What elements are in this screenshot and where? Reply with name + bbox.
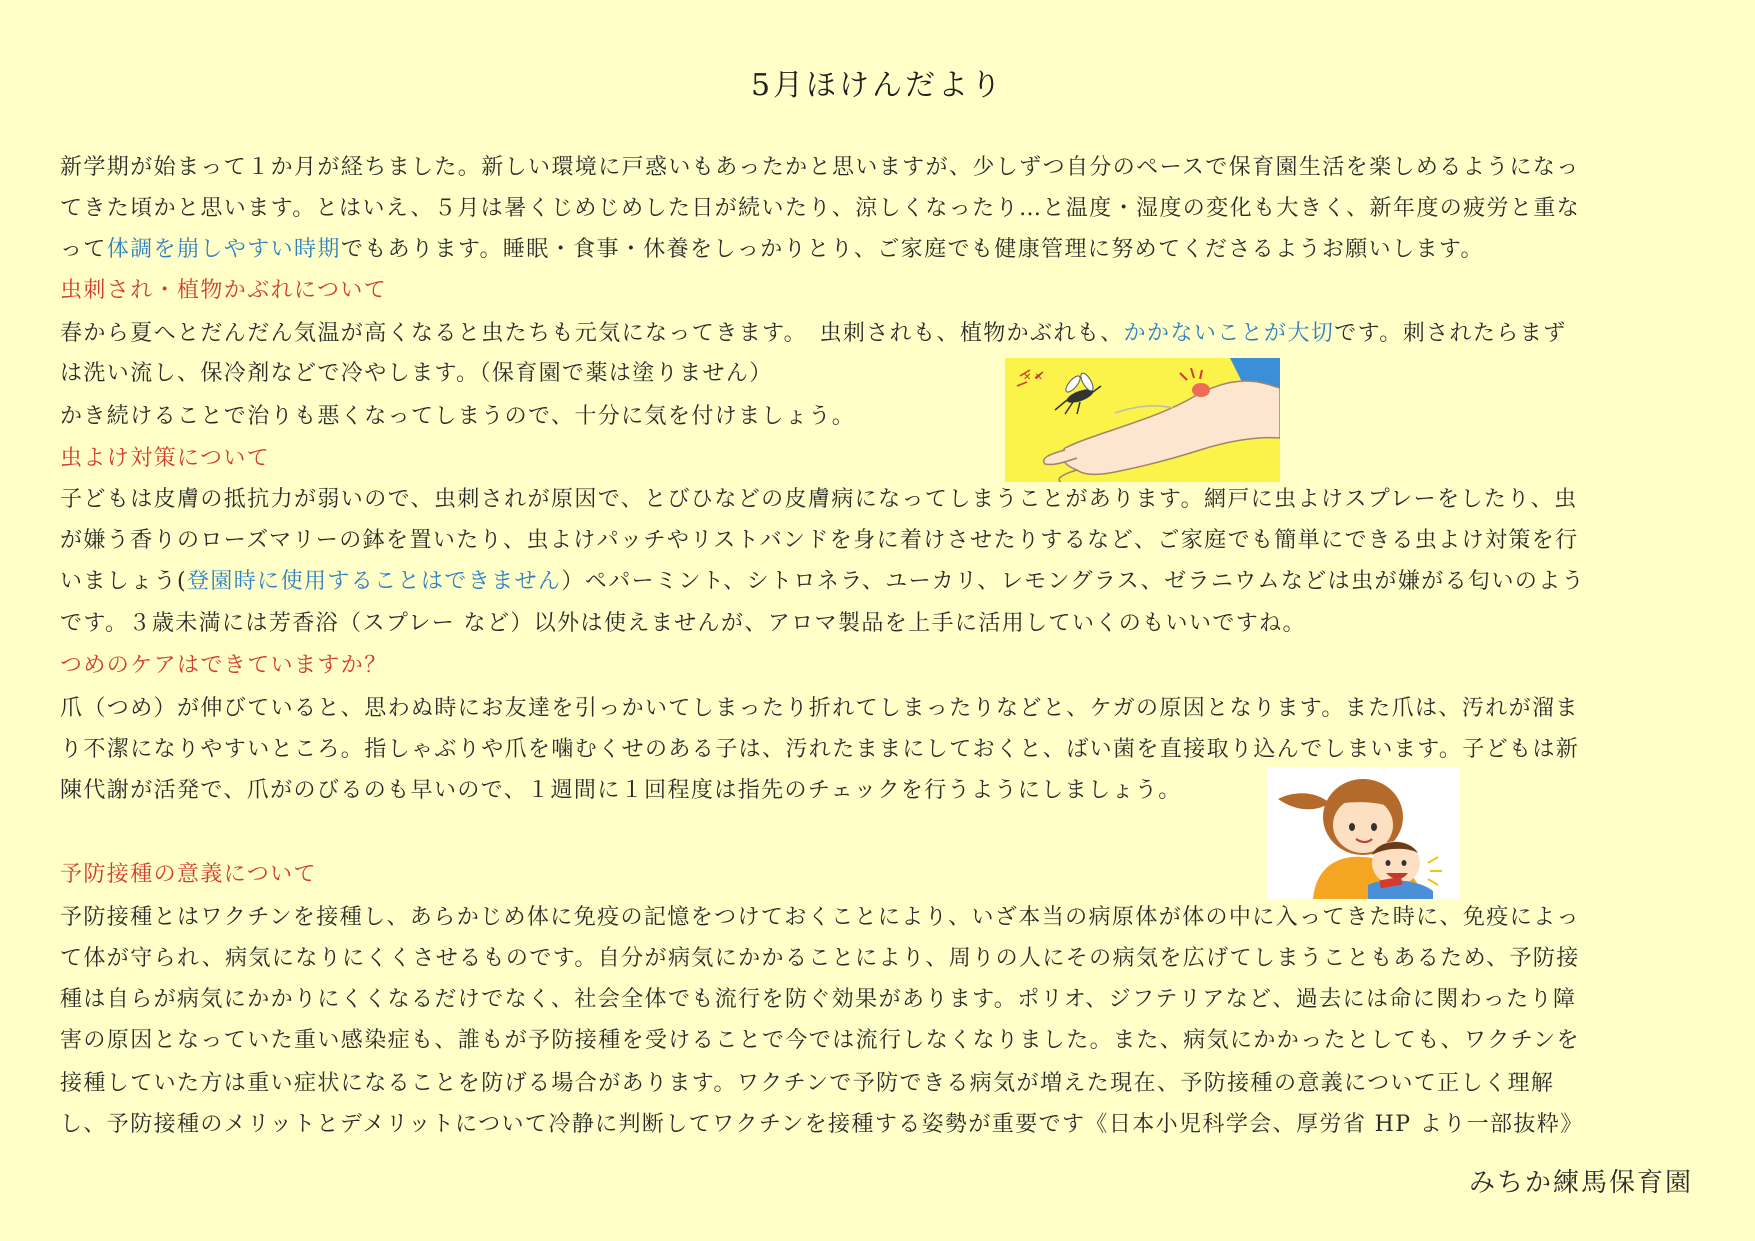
repellent-highlight: 登園時に使用することはできません (186, 569, 562, 594)
repellent-line-3-end: ）ペパーミント、シトロネラ、ユーカリ、レモングラス、ゼラニウムなどは虫が嫌がる匂いのよう (561, 569, 1586, 594)
vaccine-line-3: 種は自らが病気にかかりにくくなるだけでなく、社会全体でも流行を防ぐ効果があります。ポリオ、ジフテリアなど、過去には命に関わったり障 (60, 987, 1577, 1012)
intro-highlight: 体調を崩しやすい時期 (106, 237, 341, 262)
repellent-line-4: です。３歳未満には芳香浴（スプレー など）以外は使えませんが、アロマ製品を上手に活用していくのもいいですね。 (60, 611, 1306, 636)
mosquito-bite-illustration (1005, 358, 1280, 482)
nail-line-3: 陳代謝が活発で、爪がのびるのも早いので、１週間に１回程度は指先のチェックを行うようにしましょう。 (60, 778, 1182, 803)
repellent-line-1: 子どもは皮膚の抵抗力が弱いので、虫刺されが原因で、とびひなどの皮膚病になってしまうことがあります。網戸に虫よけスプレーをしたり、虫 (60, 487, 1578, 512)
vaccine-line-1: 予防接種とはワクチンを接種し、あらかじめ体に免疫の記憶をつけておくことにより、いざ本当の病原体が体の中に入ってきた時に、免疫によっ (60, 905, 1580, 930)
svg-text:✕ ✕: ✕ ✕ (1023, 372, 1043, 383)
insect-line-3: かき続けることで治りも悪くなってしまうので、十分に気を付けましょう。 (60, 404, 856, 429)
parent-child-nail-care-illustration (1268, 767, 1460, 899)
insect-highlight: かかないことが大切 (1123, 321, 1335, 346)
vaccine-line-2: て体が守られ、病気になりにくくさせるものです。自分が病気にかかることにより、周りの人にその病気を広げてしまうこともあるため、予防接 (60, 946, 1580, 971)
insect-line-1 (60, 318, 1567, 350)
intro-line-1: 新学期が始まって１か月が経ちました。新しい環境に戸惑いもあったかと思いますが、少しずつ自分のペースで保育園生活を楽しめるようになっ (60, 155, 1580, 180)
nail-care-drawing (1268, 767, 1460, 899)
intro-line-3 (60, 234, 1484, 266)
mosquito-bite-drawing (1005, 358, 1280, 482)
intro-line-2: てきた頃かと思います。とはいえ、５月は暑くじめじめした日が続いたり、涼しくなったり…と温度・湿度の変化も大きく、新年度の疲労と重な (60, 196, 1581, 221)
repellent-line-3-start: いましょう( (60, 569, 187, 594)
repellent-line-3 (60, 566, 1585, 598)
intro-line-3-start: って (60, 237, 107, 262)
intro-line-3-end: でもあります。睡眠・食事・休養をしっかりとり、ご家庭でも健康管理に努めてくださるようお願いします。 (340, 237, 1484, 262)
repellent-line-2: が嫌う香りのローズマリーの鉢を置いたり、虫よけパッチやリストバンドを身に着けさせたりするなど、ご家庭でも簡単にできる虫よけ対策を行 (60, 528, 1579, 553)
vaccine-line-6: し、予防接種のメリットとデメリットについて冷静に判断してワクチンを接種する姿勢が重要です《日本小児科学会、厚労省 HP より一部抜粋》 (60, 1112, 1584, 1137)
heading-vaccination: 予防接種の意義について (60, 862, 317, 887)
insect-line-1-start: 春から夏へとだんだん気温が高くなると虫たちも元気になってきます。 虫刺されも、植物かぶれも、 (60, 321, 1124, 346)
heading-insect-bites: 虫刺され・植物かぶれについて (60, 278, 388, 303)
insect-line-1-end: です。刺されたらまず (1334, 321, 1567, 346)
nail-line-2: り不潔になりやすいところ。指しゃぶりや爪を噛むくせのある子は、汚れたままにしておくと、ばい菌を直接取り込んでしまいます。子どもは新 (60, 737, 1580, 762)
insect-line-2: は洗い流し、保冷剤などで冷やします。（保育園で薬は塗りません） (60, 361, 773, 386)
nail-line-1: 爪（つめ）が伸びていると、思わぬ時にお友達を引っかいてしまったり折れてしまったりなどと、ケガの原因となります。また爪は、汚れが溜ま (60, 696, 1579, 721)
page-title: 5月ほけんだより (750, 68, 1005, 103)
heading-insect-repellent: 虫よけ対策について (60, 446, 271, 471)
nursery-signature: みちか練馬保育園 (1468, 1168, 1693, 1198)
heading-nail-care: つめのケアはできていますか？ (60, 653, 388, 678)
vaccine-line-4: 害の原因となっていた重い感染症も、誰もが予防接種を受けることで今では流行しなくなりました。また、病気にかかったとしても、ワクチンを (60, 1028, 1580, 1053)
vaccine-line-5: 接種していた方は重い症状になることを防げる場合があります。ワクチンで予防できる病気が増えた現在、予防接種の意義について正しく理解 (60, 1071, 1555, 1096)
